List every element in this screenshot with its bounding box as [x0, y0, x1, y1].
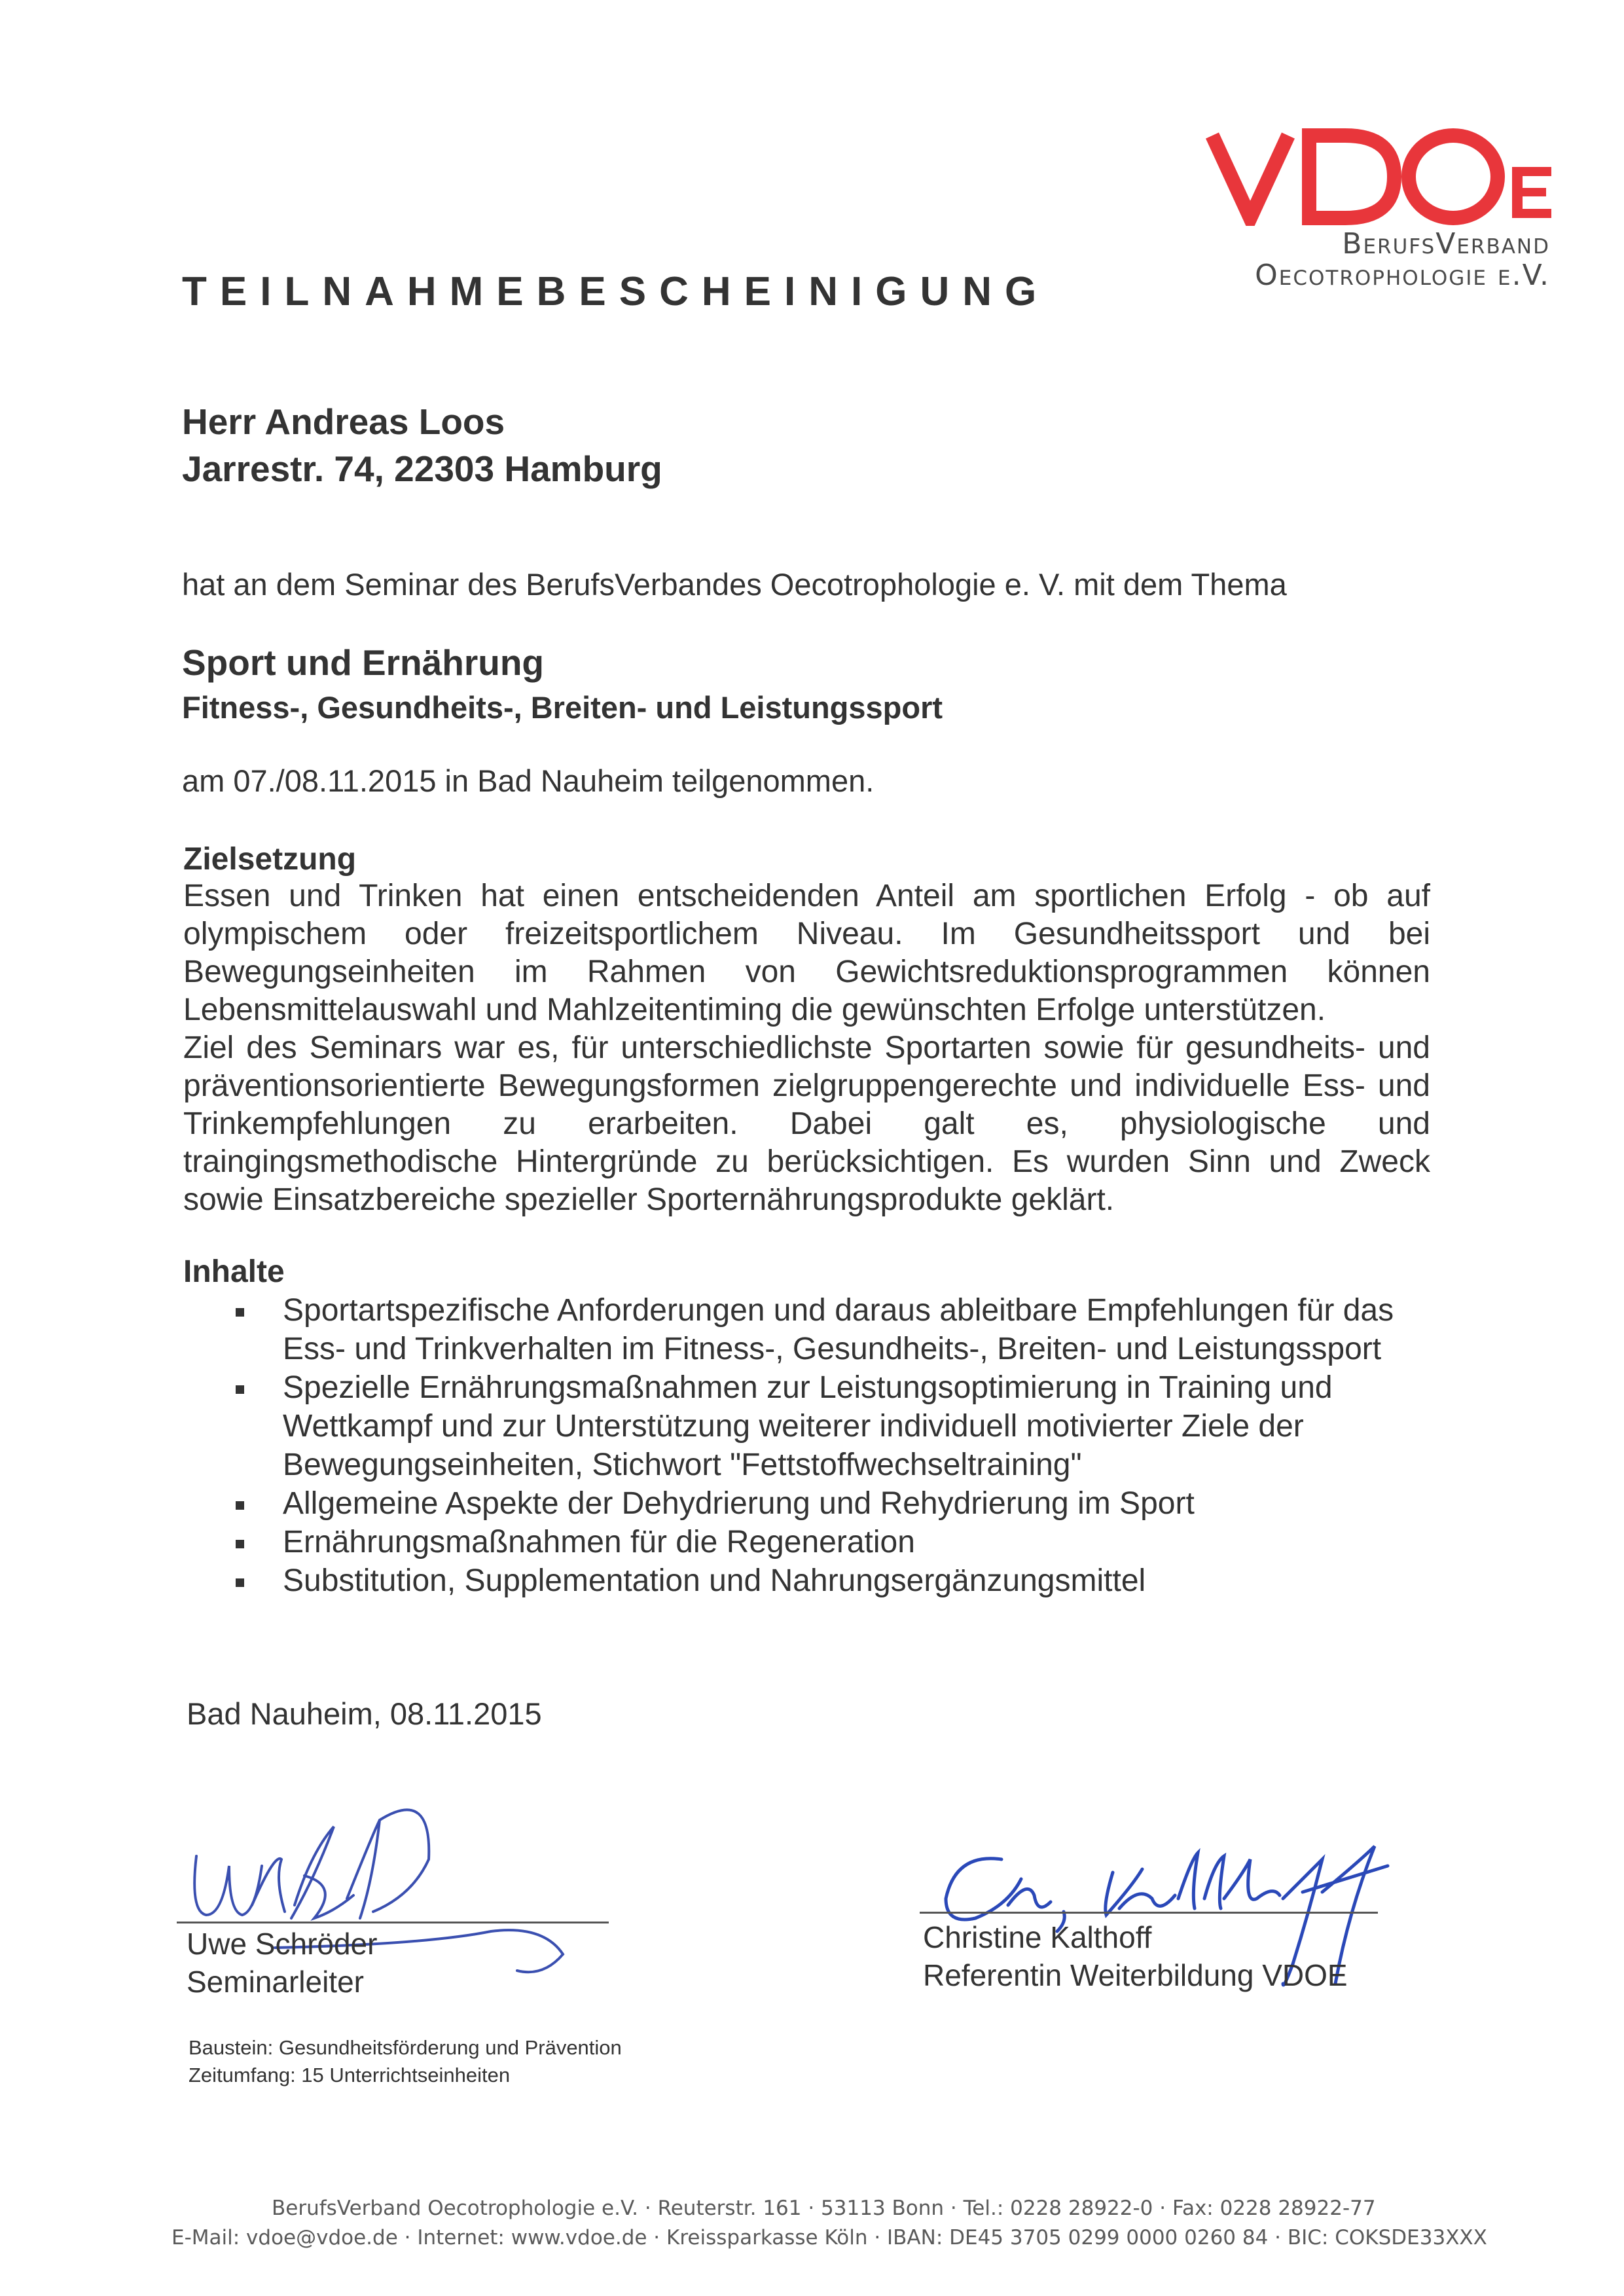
list-item: Substitution, Supplementation und Nahrungsergänzungsmittel	[229, 1561, 1407, 1600]
footer-bank-line: E-Mail: vdoe@vdoe.de · Internet: www.vdoe.de · Kreissparkasse Köln · IBAN: DE45 3705 0299 0000 0260 84 · BIC: COKSDE33XXX	[171, 2226, 1487, 2250]
list-item: Allgemeine Aspekte der Dehydrierung und Rehydrierung im Sport	[229, 1484, 1407, 1523]
baustein-line: Baustein: Gesundheitsförderung und Prävention	[189, 2036, 622, 2059]
signer-name-right: Christine Kalthoff	[923, 1920, 1152, 1954]
signer-name-left: Uwe Schröder	[187, 1927, 378, 1961]
signature-line-right	[920, 1912, 1378, 1914]
place-date: Bad Nauheim, 08.11.2015	[187, 1696, 542, 1731]
inhalte-list	[229, 1291, 1407, 1600]
zielsetzung-heading: Zielsetzung	[183, 842, 357, 877]
signer-role-left: Seminarleiter	[187, 1965, 364, 1999]
intro-text: hat an dem Seminar des BerufsVerbandes Oecotrophologie e. V. mit dem Thema	[182, 567, 1287, 602]
logo-line-1: BerufsVerband	[1342, 227, 1550, 261]
seminar-date-line: am 07./08.11.2015 in Bad Nauheim teilgenommen.	[182, 763, 875, 798]
document-title: TEILNAHMEBESCHEINIGUNG	[182, 269, 1050, 314]
recipient-address: Jarrestr. 74, 22303 Hamburg	[182, 448, 662, 489]
list-item: Ernährungsmaßnahmen für die Regeneration	[229, 1523, 1407, 1561]
zielsetzung-paragraph-2: Ziel des Seminars war es, für unterschiedlichste Sportarten sowie für gesundheits- und präventionsorientierte Bewegungsformen zielgruppengerechte und individuelle Ess- und Trinkempfehlungen zu erarbeiten. Dabei galt es, physiologische und traingingsmethodische Hintergründe zu berücksichtigen. Es wurden Sinn und Zweck sowie Einsatzbereiche spezieller Sporternährungsprodukte geklärt.	[183, 1030, 1430, 1217]
inhalte-heading: Inhalte	[183, 1254, 285, 1289]
seminar-topic: Sport und Ernährung	[182, 642, 545, 683]
list-item: Sportartspezifische Anforderungen und daraus ableitbare Empfehlungen für das Ess- und Trinkverhalten im Fitness-, Gesundheits-, Breiten- und Leistungssport	[229, 1291, 1407, 1368]
seminar-subtopic: Fitness-, Gesundheits-, Breiten- und Leistungssport	[182, 690, 943, 725]
logo-line-2: Oecotrophologie e.V.	[1255, 259, 1550, 292]
list-item: Spezielle Ernährungsmaßnahmen zur Leistungsoptimierung in Training und Wettkampf und zur Unterstützung weiterer individuell motivierter Ziele der Bewegungseinheiten, Stichwort "Fettstoffwechseltraining"	[229, 1368, 1407, 1484]
zeitumfang-line: Zeitumfang: 15 Unterrichtseinheiten	[189, 2064, 511, 2086]
recipient-name: Herr Andreas Loos	[182, 401, 505, 442]
zielsetzung-paragraph-1: Essen und Trinken hat einen entscheidenden Anteil am sportlichen Erfolg - ob auf olympischem oder freizeitsportlichem Niveau. Im Gesundheitssport und bei Bewegungseinheiten im Rahmen von Gewichtsreduktionsprogrammen können Lebensmittelauswahl und Mahlzeitentiming die gewünschten Erfolge unterstützen.	[183, 879, 1430, 1027]
signer-role-right: Referentin Weiterbildung VDOE	[923, 1958, 1348, 1992]
vdoe-logo	[1204, 128, 1558, 298]
zielsetzung-text	[183, 877, 1430, 1219]
footer-address-line: BerufsVerband Oecotrophologie e.V. · Reuterstr. 161 · 53113 Bonn · Tel.: 0228 28922-0 · Fax: 0228 28922-77	[272, 2196, 1376, 2220]
signature-line-left	[177, 1922, 609, 1923]
vdoe-logo-mark	[1204, 128, 1558, 226]
